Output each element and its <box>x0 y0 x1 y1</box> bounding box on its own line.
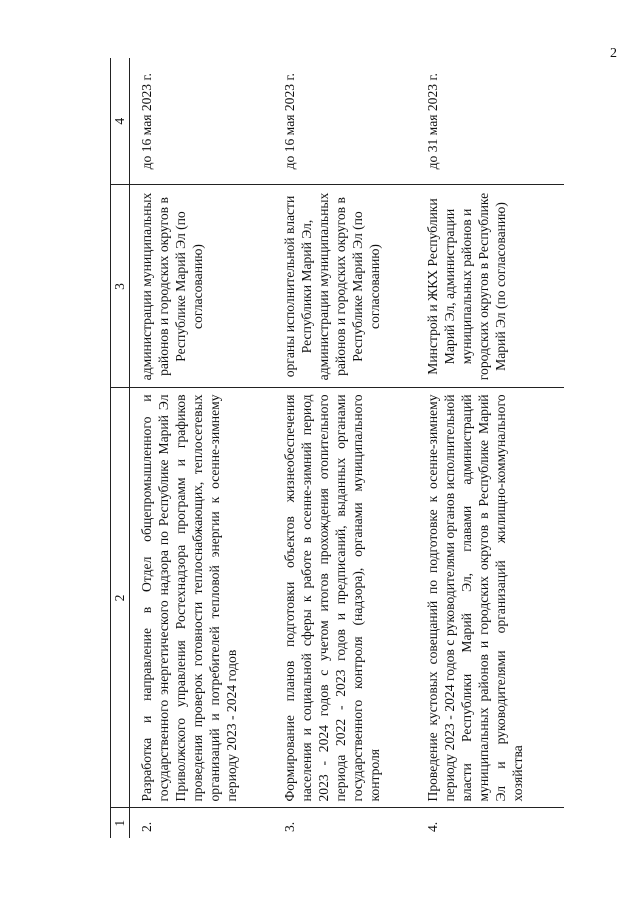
header-col-4: 4 <box>111 58 130 185</box>
task-description: Проведение кустовых совещаний по подготовке к осенне-зимнему периоду 2023 - 2024 годов с руководителями органов исполнительной власти Республики Марий Эл, главами администраций муниципальных районов и городских округов в Республике Марий Эл и руководителями организаций жилищно-коммунального хозяйства <box>416 388 564 808</box>
deadline: до 31 мая 2023 г. <box>416 58 564 185</box>
responsible-party: администрации муниципальных районов и городских округов в Республике Марий Эл (по согласованию) <box>130 185 274 388</box>
responsible-party: Минстрой и ЖКХ Республики Марий Эл, администрации муниципальных районов и городских округов в Республике Марий Эл (по согласованию) <box>416 185 564 388</box>
header-col-1: 1 <box>111 808 130 838</box>
task-description: Разработка и направление в Отдел общепромышленного и государственного энергетического надзора по Республике Марий Эл Приволжского управления Ростехнадзора программ и графиков проведения проверок готовности теплоснабжающих, теплосетевых организаций и потребителей тепловой энергии к осенне-зимнему периоду 2023 - 2024 годов <box>130 388 274 808</box>
row-number: 3. <box>282 821 297 832</box>
plan-table <box>110 58 564 838</box>
rotated-table-container <box>110 58 580 838</box>
page-number: 2 <box>610 46 617 61</box>
row-number: 2. <box>139 821 154 832</box>
task-description: Формирование планов подготовки объектов жизнеобеспечения населения и социальной сферы к работе в осенне-зимний период 2023 - 2024 годов с учетом итогов прохождения отопительного периода 2022 - 2023 годов и предписаний, выданных органами государственного контроля (надзора), органами муниципального контроля <box>273 388 416 808</box>
responsible-party: органы исполнительной власти Республики Марий Эл, администрации муниципальных районов и городских округов в Республике Марий Эл (по согласованию) <box>273 185 416 388</box>
header-col-3: 3 <box>111 185 130 388</box>
table-row <box>130 58 274 838</box>
deadline: до 16 мая 2023 г. <box>130 58 274 185</box>
row-number: 4. <box>425 821 440 832</box>
table-row <box>416 58 564 838</box>
table-header-row <box>111 58 130 838</box>
header-col-2: 2 <box>111 388 130 808</box>
deadline: до 16 мая 2023 г. <box>273 58 416 185</box>
table-row <box>273 58 416 838</box>
